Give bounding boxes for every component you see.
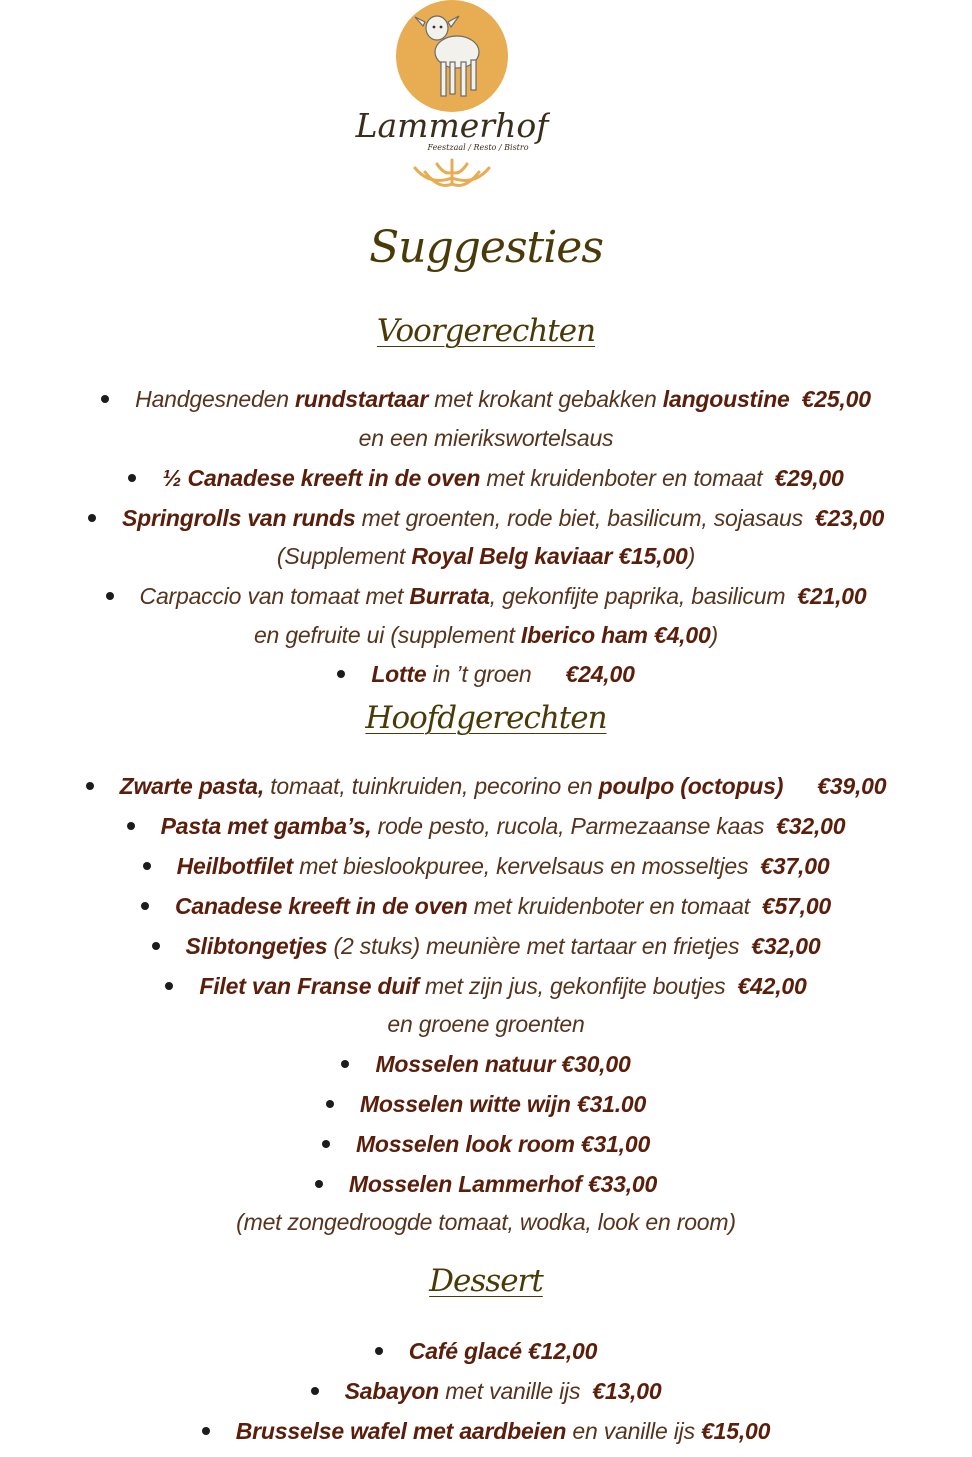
menu-item: Slibtongetjes (2 stuks) meunière met tartaar en frietjes €32,00 — [0, 928, 972, 964]
section-title-hoofdgerechten: Hoofdgerechten — [365, 700, 607, 736]
menu-item: Pasta met gamba’s, rode pesto, rucola, Parmezaanse kaas €32,00 — [0, 808, 972, 844]
menu-item: Filet van Franse duif met zijn jus, gekonfijte boutjes €42,00 — [0, 968, 972, 1004]
menu-item-continuation: en groene groenten — [387, 1011, 585, 1037]
menu-item: Carpaccio van tomaat met Burrata, gekonfijte paprika, basilicum €21,00 — [0, 578, 972, 614]
price: €23,00 — [814, 505, 885, 531]
menu-item: Springrolls van runds met groenten, rode biet, basilicum, sojasaus €23,00 — [0, 500, 972, 536]
logo-tagline: Feestzaal / Resto / Bistro — [427, 143, 529, 152]
bullet-icon — [311, 1387, 319, 1395]
bullet-icon — [141, 902, 149, 910]
bullet-icon — [101, 395, 109, 403]
price: €29,00 — [774, 465, 844, 491]
menu-item: Sabayon met vanille ijs €13,00 — [0, 1373, 972, 1409]
bullet-icon — [86, 782, 94, 790]
price: €57,00 — [761, 893, 832, 919]
bullet-icon — [202, 1427, 210, 1435]
bullet-icon — [341, 1060, 349, 1068]
bullet-icon — [315, 1180, 323, 1188]
logo-wordmark: Lammerhof — [355, 106, 549, 145]
bullet-icon — [106, 592, 114, 600]
price: €32,00 — [776, 813, 846, 839]
menu-item: Lotte in ’t groen €24,00 — [0, 656, 972, 692]
price: €13,00 — [592, 1378, 662, 1404]
bullet-icon — [165, 982, 173, 990]
menu-item: Mosselen look room €31,00 — [0, 1126, 972, 1162]
menu-item: Mosselen witte wijn €31.00 — [0, 1086, 972, 1122]
bullet-icon — [88, 514, 96, 522]
bullet-icon — [375, 1347, 383, 1355]
bullet-icon — [337, 670, 345, 678]
section-title-voorgerechten: Voorgerechten — [376, 313, 596, 349]
section-title-dessert: Dessert — [429, 1263, 543, 1299]
menu-item: ½ Canadese kreeft in de oven met kruidenboter en tomaat €29,00 — [0, 460, 972, 496]
bullet-icon — [152, 942, 160, 950]
menu-item-continuation: (met zongedroogde tomaat, wodka, look en room) — [236, 1209, 736, 1235]
price: €39,00 — [817, 773, 887, 799]
price: €21,00 — [797, 583, 867, 609]
price: €32,00 — [751, 933, 821, 959]
menu-item-continuation: (Supplement Royal Belg kaviaar €15,00) — [276, 543, 696, 569]
bullet-icon — [326, 1100, 334, 1108]
price: €42,00 — [737, 973, 807, 999]
bullet-icon — [128, 474, 136, 482]
menu-item: Mosselen natuur €30,00 — [0, 1046, 972, 1082]
menu-item: Brusselse wafel met aardbeien en vanille ijs €15,00 — [0, 1413, 972, 1449]
page-title: Suggesties — [369, 222, 603, 273]
menu-item: Heilbotfilet met bieslookpuree, kervelsaus en mosseltjes €37,00 — [0, 848, 972, 884]
bullet-icon — [322, 1140, 330, 1148]
menu-item: Canadese kreeft in de oven met kruidenboter en tomaat €57,00 — [0, 888, 972, 924]
bullet-icon — [143, 862, 151, 870]
menu-item: Zwarte pasta, tomaat, tuinkruiden, pecorino en poulpo (octopus) €39,00 — [0, 768, 972, 804]
price: €24,00 — [565, 661, 635, 687]
price: €15,00 — [701, 1418, 771, 1444]
bullet-icon — [127, 822, 135, 830]
menu-item-continuation: en gefruite ui (supplement Iberico ham €4,00) — [253, 622, 719, 648]
lamb-logo-graphic — [355, 0, 550, 192]
price: €25,00 — [801, 386, 871, 412]
price: €37,00 — [760, 853, 830, 879]
menu-item-continuation: en een mierikswortelsaus — [358, 425, 614, 451]
lammerhof-logo — [355, 0, 550, 192]
menu-item: Handgesneden rundstartaar met krokant gebakken langoustine €25,00 — [0, 381, 972, 417]
menu-item: Mosselen Lammerhof €33,00 — [0, 1166, 972, 1202]
menu-item: Café glacé €12,00 — [0, 1333, 972, 1369]
